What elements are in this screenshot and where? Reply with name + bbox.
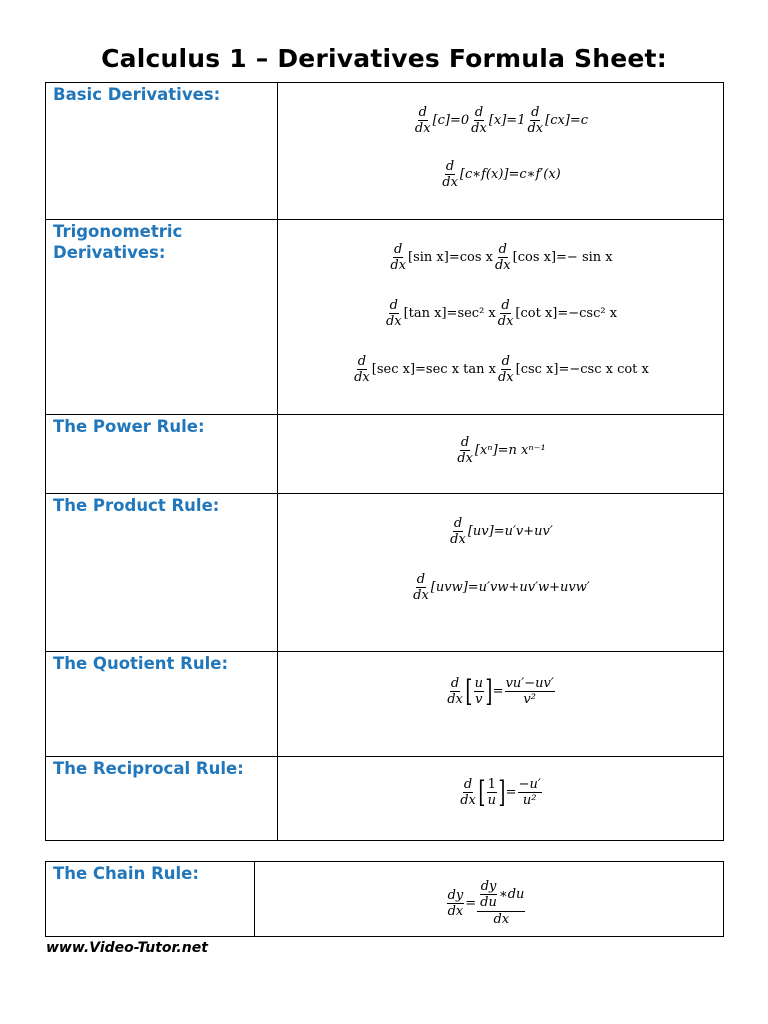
formula-basic-constant: $\frac{d}{dx}$ [c]=0 $\frac{d}{dx}$ [x]=1 $\frac{d}{dx}$ [cx]=c <box>414 105 589 136</box>
formula-basic-constant-multiple: $\frac{d}{dx}$ [c∗f(x)]=c∗f′(x) <box>442 159 561 190</box>
section-label-product: The Product Rule: <box>53 496 220 515</box>
derivatives-table <box>45 82 724 841</box>
section-label-trig: Trigonometric Derivatives: <box>53 222 183 262</box>
formula-trig-tan-cot: $\frac{d}{dx}$ [tan x]=sec² x $\frac{d}{dx}$ [cot x]=−csc² x <box>385 298 618 329</box>
formula-cell-trig <box>278 220 724 415</box>
table-row-reciprocal <box>46 757 724 841</box>
section-label-power: The Power Rule: <box>53 417 205 436</box>
table-row-product <box>46 494 724 652</box>
section-label-basic: Basic Derivatives: <box>53 85 221 104</box>
formula-quotient-rule: $\frac{d}{dx}$ [ $\frac{u}{v}$ ] = $\frac{vu'-uv'}{\text{v²}}$ <box>447 673 554 709</box>
formula-trig-sin-cos: $\frac{d}{dx}$ [sin x]=cos x $\frac{d}{dx}$ [cos x]=− sin x <box>390 242 613 273</box>
formula-trig-sec-csc: $\frac{d}{dx}$ [sec x]=sec x tan x $\frac{d}{dx}$ [csc x]=−csc x cot x <box>354 354 649 385</box>
section-label-reciprocal: The Reciprocal Rule: <box>53 759 244 778</box>
section-label-quotient: The Quotient Rule: <box>53 654 229 673</box>
table-row-chain <box>46 862 724 937</box>
formula-cell-product <box>278 494 724 652</box>
formula-reciprocal-rule: $\frac{d}{dx}$ [ $\frac{1}{u}$ ] = $\frac{-u'}{\text{u²}}$ <box>460 774 541 810</box>
page-title: Calculus 1 – Derivatives Formula Sheet: <box>101 44 667 73</box>
table-row-quotient <box>46 652 724 757</box>
chain-rule-table <box>45 861 724 937</box>
table-row-basic <box>46 83 724 220</box>
formula-product-three: $\frac{d}{dx}$ [uvw]=u′vw+uv′w+uvw′ <box>413 572 590 603</box>
formula-product-two: $\frac{d}{dx}$ [uv]=u′v+uv′ <box>450 516 553 547</box>
formula-cell-chain <box>255 862 724 937</box>
formula-cell-reciprocal <box>278 757 724 841</box>
formula-cell-basic <box>278 83 724 220</box>
table-row-trig <box>46 220 724 415</box>
footer-website: www.Video-Tutor.net <box>46 940 208 956</box>
formula-chain-rule: $\frac{dy}{dx}$ = $\frac{dy}{du}$ ∗du dx <box>447 879 525 927</box>
section-label-chain: The Chain Rule: <box>53 864 199 883</box>
table-row-power <box>46 415 724 494</box>
formula-power-rule: $\frac{d}{dx}$ [xⁿ]=n xⁿ⁻¹ <box>457 435 546 466</box>
formula-cell-quotient <box>278 652 724 757</box>
formula-cell-power <box>278 415 724 494</box>
